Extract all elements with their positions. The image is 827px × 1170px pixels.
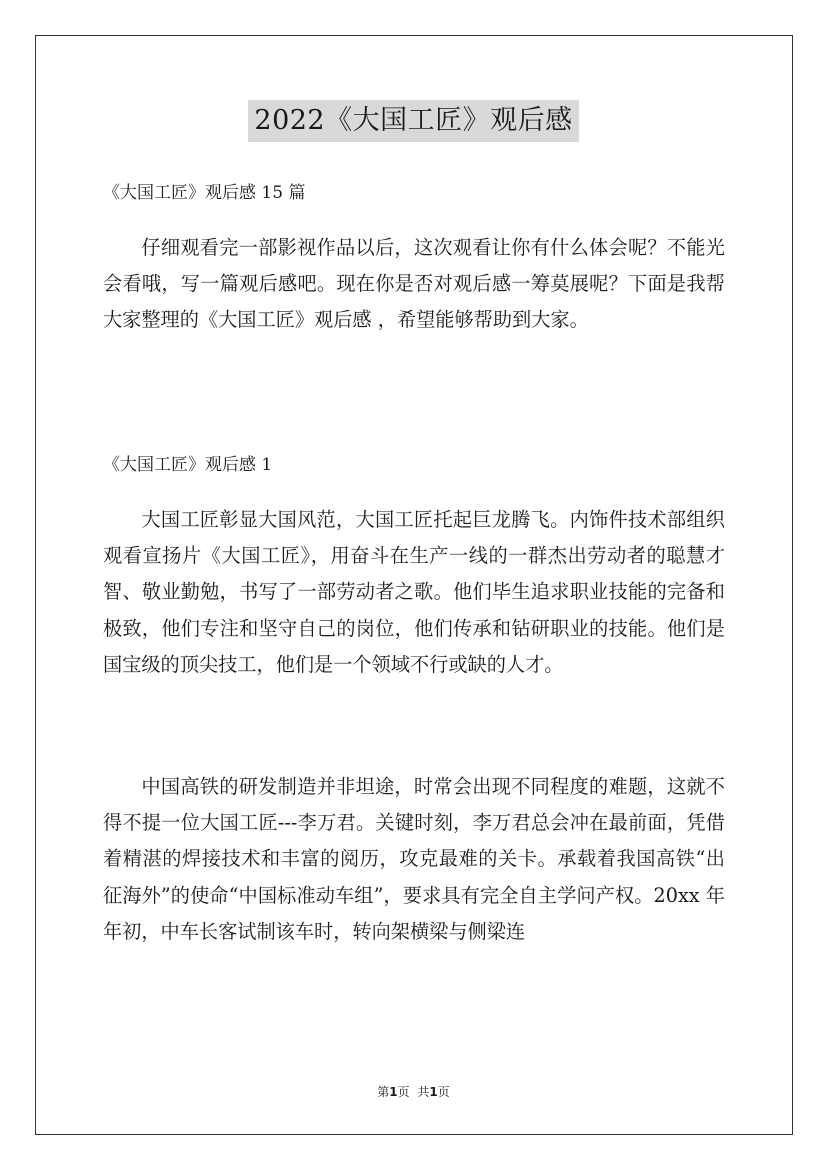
document-subtitle: 《大国工匠》观后感 15 篇: [103, 183, 306, 203]
body-paragraph-2: 中国高铁的研发制造并非坦途，时常会出现不同程度的难题，这就不得不提一位大国工匠---李万君。关键时刻，李万君总会冲在最前面，凭借着精湛的焊接技术和丰富的阅历，攻克最难的关卡。承载着我国高铁“出征海外”的使命“中国标准动车组”，要求具有完全自主学问产权。20xx 年年初，中车长客试制该车时，转向架横梁与侧梁连: [103, 775, 725, 943]
footer-page-suffix: 页: [397, 1085, 410, 1099]
footer-total-suffix: 页: [437, 1085, 450, 1099]
footer-page-prefix: 第: [377, 1085, 390, 1099]
title-container: [0, 100, 827, 142]
intro-paragraph: 仔细观看完一部影视作品以后，这次观看让你有什么体会呢？不能光会看哦，写一篇观后感吧。现在你是否对观后感一筹莫展呢？下面是我帮大家整理的《大国工匠》观后感 ，希望能够帮助到大家。: [103, 236, 725, 331]
footer-total-number: 1: [429, 1085, 438, 1099]
section-heading: 《大国工匠》观后感 1: [103, 455, 273, 475]
footer-page-number: 1: [389, 1085, 398, 1099]
body-paragraph-1: 大国工匠彰显大国风范，大国工匠托起巨龙腾飞。内饰件技术部组织观看宣扬片《大国工匠》，用奋斗在生产一线的一群杰出劳动者的聪慧才智、敬业勤勉，书写了一部劳动者之歌。他们毕生追求职业技能的完备和极致，他们专注和坚守自己的岗位，他们传承和钻研职业的技能。他们是国宝级的顶尖技工，他们是一个领域不行或缺的人才。: [103, 508, 725, 676]
footer-total-prefix: 共: [417, 1085, 430, 1099]
page-footer: [0, 1084, 827, 1100]
document-title: 2022《大国工匠》观后感: [248, 100, 578, 142]
